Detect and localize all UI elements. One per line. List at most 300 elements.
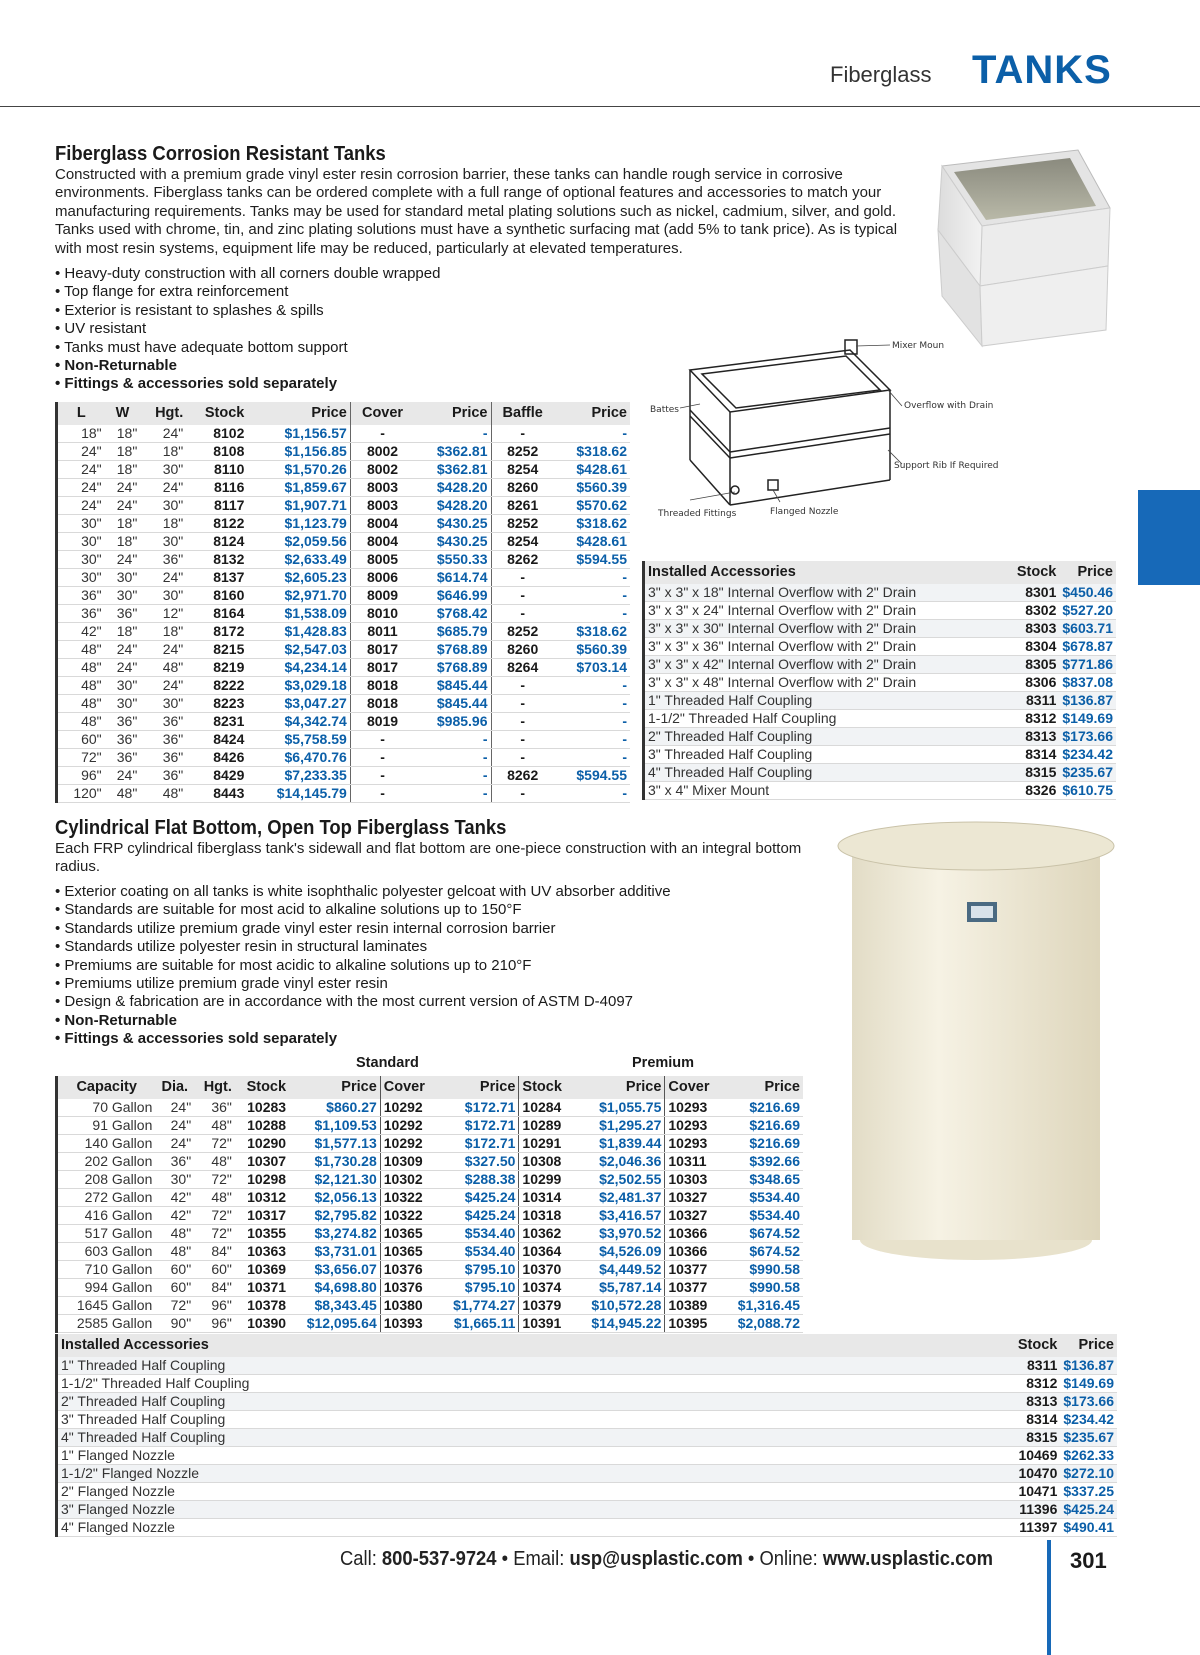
table-cell: -: [554, 731, 630, 749]
column-header: Stock: [519, 1076, 574, 1099]
column-header: Stock: [186, 402, 247, 425]
table-cell: $603.71: [1059, 620, 1116, 638]
table-cell: 10322: [380, 1189, 437, 1207]
table-cell: 8426: [186, 749, 247, 767]
table-cell: $1,055.75: [574, 1099, 665, 1117]
diagram-label: Support Rib If Required: [894, 461, 999, 471]
table-cell: 36": [140, 551, 186, 569]
table-cell: $425.24: [1060, 1501, 1117, 1519]
table-cell: 8215: [186, 641, 247, 659]
table-cell: 603 Gallon: [57, 1243, 156, 1261]
table-cell: $768.89: [414, 659, 491, 677]
table-row: [644, 710, 1117, 728]
table-row: [57, 1189, 804, 1207]
table-cell: 10369: [235, 1261, 289, 1279]
column-header: Price: [247, 402, 350, 425]
column-header: Stock: [1014, 561, 1060, 584]
table-cell: 994 Gallon: [57, 1279, 156, 1297]
table-cell: 8010: [350, 605, 414, 623]
table-cell: $10,572.28: [574, 1297, 665, 1315]
table-row: [57, 425, 631, 443]
table-cell: 1-1/2" Threaded Half Coupling: [644, 710, 1014, 728]
table-cell: $318.62: [554, 623, 630, 641]
table-cell: 10364: [519, 1243, 574, 1261]
table-cell: 24": [105, 641, 141, 659]
column-header: Price: [289, 1076, 380, 1099]
table-cell: 10303: [665, 1171, 722, 1189]
table-cell: 60": [155, 1279, 194, 1297]
table-cell: $6,470.76: [247, 749, 350, 767]
table-cell: 8002: [350, 461, 414, 479]
table-cell: 18": [140, 443, 186, 461]
table-cell: 8254: [491, 461, 554, 479]
table-cell: 8005: [350, 551, 414, 569]
table-cell: 10283: [235, 1099, 289, 1117]
table-cell: 30": [140, 461, 186, 479]
column-header: Price: [437, 1076, 519, 1099]
table-cell: 8019: [350, 713, 414, 731]
table-row: [57, 749, 631, 767]
table-cell: $392.66: [722, 1153, 803, 1171]
table-cell: 10299: [519, 1171, 574, 1189]
table-cell: 8002: [350, 443, 414, 461]
table-cell: 24": [105, 497, 141, 515]
table-cell: 48": [194, 1189, 235, 1207]
table-cell: 10362: [519, 1225, 574, 1243]
table-cell: 24": [155, 1117, 194, 1135]
table-cell: 1" Flanged Nozzle: [57, 1447, 1015, 1465]
table-cell: 8260: [491, 479, 554, 497]
table-row: [644, 692, 1117, 710]
bullet: • Standards utilize polyester resin in structural laminates: [55, 938, 671, 956]
table-cell: 10292: [380, 1135, 437, 1153]
table-cell: $685.79: [414, 623, 491, 641]
bullet: • Non-Returnable: [55, 1012, 671, 1030]
table-body: [644, 584, 1117, 800]
table-cell: 8326: [1014, 782, 1060, 800]
table-cell: 10370: [519, 1261, 574, 1279]
table-cell: 3" x 4" Mixer Mount: [644, 782, 1014, 800]
table-cell: -: [491, 605, 554, 623]
table-row: [57, 695, 631, 713]
table-cell: 24": [105, 551, 141, 569]
table-cell: $1,859.67: [247, 479, 350, 497]
table-cell: 8124: [186, 533, 247, 551]
table-cell: $216.69: [722, 1117, 803, 1135]
table-cell: -: [350, 767, 414, 785]
table-row: [57, 1375, 1118, 1393]
table-cell: 8108: [186, 443, 247, 461]
table-cell: $327.50: [437, 1153, 519, 1171]
table-cell: $318.62: [554, 443, 630, 461]
table-cell: -: [554, 785, 630, 803]
table-cell: $1,774.27: [437, 1297, 519, 1315]
table-cell: $172.71: [437, 1117, 519, 1135]
column-header: Hgt.: [194, 1076, 235, 1099]
table-cell: 18": [105, 461, 141, 479]
table-cell: $362.81: [414, 443, 491, 461]
table-row: [57, 1171, 804, 1189]
table-cell: 48": [57, 695, 105, 713]
table-cell: 42": [57, 623, 105, 641]
bullet: • Premiums are suitable for most acidic to alkaline solutions up to 210°F: [55, 957, 671, 975]
table-cell: 18": [105, 425, 141, 443]
table-cell: 8252: [491, 623, 554, 641]
table-cell: 8254: [491, 533, 554, 551]
table-cell: 10314: [519, 1189, 574, 1207]
bullet: • Non-Returnable: [55, 357, 440, 375]
table-cell: 8011: [350, 623, 414, 641]
table-cell: $2,502.55: [574, 1171, 665, 1189]
table-row: [57, 1261, 804, 1279]
table-cell: $795.10: [437, 1279, 519, 1297]
column-header: Price: [574, 1076, 665, 1099]
table-cell: 84": [194, 1279, 235, 1297]
bullet: • Standards utilize premium grade vinyl ester resin internal corrosion barrier: [55, 920, 671, 938]
table-cell: 3" x 3" x 48" Internal Overflow with 2" Drain: [644, 674, 1014, 692]
table-cell: $594.55: [554, 767, 630, 785]
diagram-label: Mixer Moun: [892, 341, 945, 351]
table-row: [644, 674, 1117, 692]
table-row: [57, 641, 631, 659]
table-cell: 30": [57, 551, 105, 569]
table-cell: 10376: [380, 1261, 437, 1279]
table-row: [57, 533, 631, 551]
table-cell: -: [491, 677, 554, 695]
table-row: [57, 1117, 804, 1135]
table-cell: 36": [105, 749, 141, 767]
table-cell: 10311: [665, 1153, 722, 1171]
table-cell: 8009: [350, 587, 414, 605]
table-cell: 10363: [235, 1243, 289, 1261]
table-cell: 202 Gallon: [57, 1153, 156, 1171]
table-cell: $837.08: [1059, 674, 1116, 692]
table-cell: $1,907.71: [247, 497, 350, 515]
table-cell: 10307: [235, 1153, 289, 1171]
table-cell: 36": [194, 1099, 235, 1117]
table-cell: 8132: [186, 551, 247, 569]
table-cell: 10293: [665, 1117, 722, 1135]
table-cell: 2" Threaded Half Coupling: [644, 728, 1014, 746]
table-cell: 30": [105, 569, 141, 587]
website-link[interactable]: www.usplastic.com: [822, 1548, 993, 1570]
table-row: [57, 515, 631, 533]
table-cell: $430.25: [414, 533, 491, 551]
table-row: [57, 1279, 804, 1297]
table-cell: $1,316.45: [722, 1297, 803, 1315]
table-cell: 4" Threaded Half Coupling: [644, 764, 1014, 782]
table-cell: -: [350, 785, 414, 803]
table-cell: $2,795.82: [289, 1207, 380, 1225]
bullet: • Tanks must have adequate bottom support: [55, 339, 440, 357]
table-cell: 18": [105, 533, 141, 551]
table-cell: 18": [105, 515, 141, 533]
table-row: [644, 782, 1117, 800]
table-cell: 24": [140, 569, 186, 587]
table-cell: 3" x 3" x 18" Internal Overflow with 2" Drain: [644, 584, 1014, 602]
table-cell: 10302: [380, 1171, 437, 1189]
table-cell: 84": [194, 1243, 235, 1261]
table-cell: 8313: [1015, 1393, 1061, 1411]
table-cell: 24": [140, 479, 186, 497]
table-cell: 3" Threaded Half Coupling: [57, 1411, 1015, 1429]
table-cell: -: [554, 695, 630, 713]
table-cell: 48": [57, 659, 105, 677]
table-cell: 8018: [350, 695, 414, 713]
table-cell: -: [350, 425, 414, 443]
table-row: [57, 1447, 1118, 1465]
table-cell: 10380: [380, 1297, 437, 1315]
rectangular-tank-table: [55, 402, 630, 803]
table-cell: $614.74: [414, 569, 491, 587]
table-cell: 3" Flanged Nozzle: [57, 1501, 1015, 1519]
table-cell: 30": [140, 533, 186, 551]
table-cell: $678.87: [1059, 638, 1116, 656]
table-cell: $2,059.56: [247, 533, 350, 551]
table-cell: $172.71: [437, 1099, 519, 1117]
table-cell: $348.65: [722, 1171, 803, 1189]
table-cell: 36": [155, 1153, 194, 1171]
table-row: [57, 1315, 804, 1333]
table-cell: 8302: [1014, 602, 1060, 620]
table-cell: 8117: [186, 497, 247, 515]
table-cell: $1,109.53: [289, 1117, 380, 1135]
table-cell: 3" x 3" x 42" Internal Overflow with 2" Drain: [644, 656, 1014, 674]
table-cell: 10371: [235, 1279, 289, 1297]
table-row: [644, 638, 1117, 656]
table-row: [57, 623, 631, 641]
table-cell: 1" Threaded Half Coupling: [644, 692, 1014, 710]
table-header-row: [57, 1334, 1118, 1357]
table-cell: -: [554, 587, 630, 605]
diagram-label: Flanged Nozzle: [770, 507, 839, 517]
table-cell: $2,605.23: [247, 569, 350, 587]
group-standard-label: Standard: [356, 1055, 419, 1071]
table-cell: $985.96: [414, 713, 491, 731]
table-cell: 10318: [519, 1207, 574, 1225]
table-cell: 18": [105, 623, 141, 641]
table-cell: 8122: [186, 515, 247, 533]
table-row: [57, 767, 631, 785]
table-cell: 10290: [235, 1135, 289, 1153]
table-cell: $428.61: [554, 461, 630, 479]
table-cell: 710 Gallon: [57, 1261, 156, 1279]
table-row: [57, 1207, 804, 1225]
table-cell: 72": [194, 1171, 235, 1189]
table-row: [57, 1411, 1118, 1429]
table-body: [57, 425, 631, 803]
table-cell: 10469: [1015, 1447, 1061, 1465]
table-row: [57, 713, 631, 731]
table-cell: 10292: [380, 1099, 437, 1117]
table-header-row: [57, 402, 631, 425]
table-cell: 8311: [1015, 1357, 1061, 1375]
table-cell: 8006: [350, 569, 414, 587]
table-row: [57, 785, 631, 803]
table-cell: 10389: [665, 1297, 722, 1315]
table-cell: -: [350, 731, 414, 749]
table-cell: 8262: [491, 551, 554, 569]
table-cell: $1,428.83: [247, 623, 350, 641]
table-cell: $570.62: [554, 497, 630, 515]
table-cell: $4,449.52: [574, 1261, 665, 1279]
table-cell: 8314: [1015, 1411, 1061, 1429]
table-cell: -: [414, 767, 491, 785]
bullet: • Fittings & accessories sold separately: [55, 1030, 671, 1048]
table-row: [644, 620, 1117, 638]
table-cell: $262.33: [1060, 1447, 1117, 1465]
table-cell: $990.58: [722, 1279, 803, 1297]
table-cell: $234.42: [1060, 1411, 1117, 1429]
table-cell: $2,481.37: [574, 1189, 665, 1207]
table-cell: 8018: [350, 677, 414, 695]
table-cell: 10293: [665, 1135, 722, 1153]
table-cell: $2,121.30: [289, 1171, 380, 1189]
table-cell: 36": [140, 713, 186, 731]
table-cell: 10377: [665, 1279, 722, 1297]
table-cell: 8137: [186, 569, 247, 587]
table-cell: $674.52: [722, 1225, 803, 1243]
table-cell: $795.10: [437, 1261, 519, 1279]
table-cell: $1,295.27: [574, 1117, 665, 1135]
bullet: • UV resistant: [55, 320, 440, 338]
table-cell: 8262: [491, 767, 554, 785]
table-cell: 517 Gallon: [57, 1225, 156, 1243]
table-cell: $703.14: [554, 659, 630, 677]
table-cell: 3" x 3" x 30" Internal Overflow with 2" Drain: [644, 620, 1014, 638]
table-cell: $173.66: [1059, 728, 1116, 746]
table-cell: 12": [140, 605, 186, 623]
table-cell: 24": [155, 1099, 194, 1117]
cylindrical-tank-table: [55, 1076, 803, 1333]
table-cell: 8223: [186, 695, 247, 713]
table-row: [57, 497, 631, 515]
table-row: [57, 461, 631, 479]
table-cell: 36": [105, 713, 141, 731]
table-cell: 10322: [380, 1207, 437, 1225]
table-cell: $7,233.35: [247, 767, 350, 785]
table-row: [57, 605, 631, 623]
table-cell: 24": [57, 443, 105, 461]
table-cell: -: [491, 695, 554, 713]
table-cell: -: [554, 425, 630, 443]
table-cell: 8306: [1014, 674, 1060, 692]
column-header: Dia.: [155, 1076, 194, 1099]
table-cell: 48": [105, 785, 141, 803]
table-cell: $172.71: [437, 1135, 519, 1153]
table-cell: 10378: [235, 1297, 289, 1315]
phone-link[interactable]: 800-537-9724: [381, 1548, 497, 1570]
table-cell: $136.87: [1060, 1357, 1117, 1375]
table-cell: 10317: [235, 1207, 289, 1225]
table-row: [57, 1225, 804, 1243]
table-row: [57, 1357, 1118, 1375]
table-cell: $14,945.22: [574, 1315, 665, 1333]
table-cell: $272.10: [1060, 1465, 1117, 1483]
table-cell: 10374: [519, 1279, 574, 1297]
table-cell: $12,095.64: [289, 1315, 380, 1333]
table-cell: 2" Threaded Half Coupling: [57, 1393, 1015, 1411]
column-header: Installed Accessories: [644, 561, 1014, 584]
table-cell: 36": [57, 605, 105, 623]
table-cell: 4" Threaded Half Coupling: [57, 1429, 1015, 1447]
table-cell: -: [491, 569, 554, 587]
table-cell: 10379: [519, 1297, 574, 1315]
table-cell: 8314: [1014, 746, 1060, 764]
bullet: • Top flange for extra reinforcement: [55, 283, 440, 301]
table-cell: $2,046.36: [574, 1153, 665, 1171]
table-row: [57, 1519, 1118, 1537]
bullet: • Heavy-duty construction with all corners double wrapped: [55, 265, 440, 283]
table-cell: $534.40: [437, 1243, 519, 1261]
bullet: • Design & fabrication are in accordance with the most current version of ASTM D-4097: [55, 993, 671, 1011]
table-row: [644, 584, 1117, 602]
table-header-row: [644, 561, 1117, 584]
table-cell: 1-1/2" Threaded Half Coupling: [57, 1375, 1015, 1393]
footer-contact: [340, 1548, 993, 1571]
table-cell: 48": [140, 785, 186, 803]
table-row: [57, 1465, 1118, 1483]
cylindrical-accessories-table: [55, 1334, 1117, 1537]
table-cell: 8312: [1015, 1375, 1061, 1393]
table-cell: 30": [140, 695, 186, 713]
table-cell: -: [491, 425, 554, 443]
section-tab: [1138, 490, 1200, 585]
email-label: • Email:: [501, 1548, 565, 1570]
table-cell: $4,526.09: [574, 1243, 665, 1261]
table-cell: 8116: [186, 479, 247, 497]
table-cell: $768.42: [414, 605, 491, 623]
table-cell: $3,274.82: [289, 1225, 380, 1243]
table-cell: 10327: [665, 1189, 722, 1207]
column-header: Cover: [350, 402, 414, 425]
section2-bullets: [55, 883, 671, 1049]
header-subtitle: Fiberglass: [830, 62, 932, 87]
table-cell: 8443: [186, 785, 247, 803]
table-row: [57, 551, 631, 569]
table-cell: 10309: [380, 1153, 437, 1171]
table-cell: $3,970.52: [574, 1225, 665, 1243]
table-cell: 30": [140, 497, 186, 515]
column-header: Price: [1059, 561, 1116, 584]
table-cell: $2,633.49: [247, 551, 350, 569]
table-header-row: [57, 1076, 804, 1099]
table-row: [57, 479, 631, 497]
table-cell: $768.89: [414, 641, 491, 659]
table-cell: 8003: [350, 479, 414, 497]
table-cell: 24": [140, 425, 186, 443]
table-cell: 10289: [519, 1117, 574, 1135]
table-cell: 10288: [235, 1117, 289, 1135]
bullet: • Fittings & accessories sold separately: [55, 375, 440, 393]
table-cell: 8222: [186, 677, 247, 695]
cylindrical-tank-photo: [830, 820, 1120, 1280]
table-cell: 10470: [1015, 1465, 1061, 1483]
table-row: [57, 677, 631, 695]
table-cell: $149.69: [1059, 710, 1116, 728]
table-cell: $425.24: [437, 1189, 519, 1207]
table-cell: 10308: [519, 1153, 574, 1171]
table-cell: 48": [155, 1225, 194, 1243]
table-cell: $1,839.44: [574, 1135, 665, 1153]
table-cell: 42": [155, 1207, 194, 1225]
table-cell: $1,156.57: [247, 425, 350, 443]
table-cell: $428.20: [414, 479, 491, 497]
column-header: Price: [554, 402, 630, 425]
table-cell: 11397: [1015, 1519, 1061, 1537]
email-link[interactable]: usp@usplastic.com: [569, 1548, 743, 1570]
table-row: [57, 569, 631, 587]
